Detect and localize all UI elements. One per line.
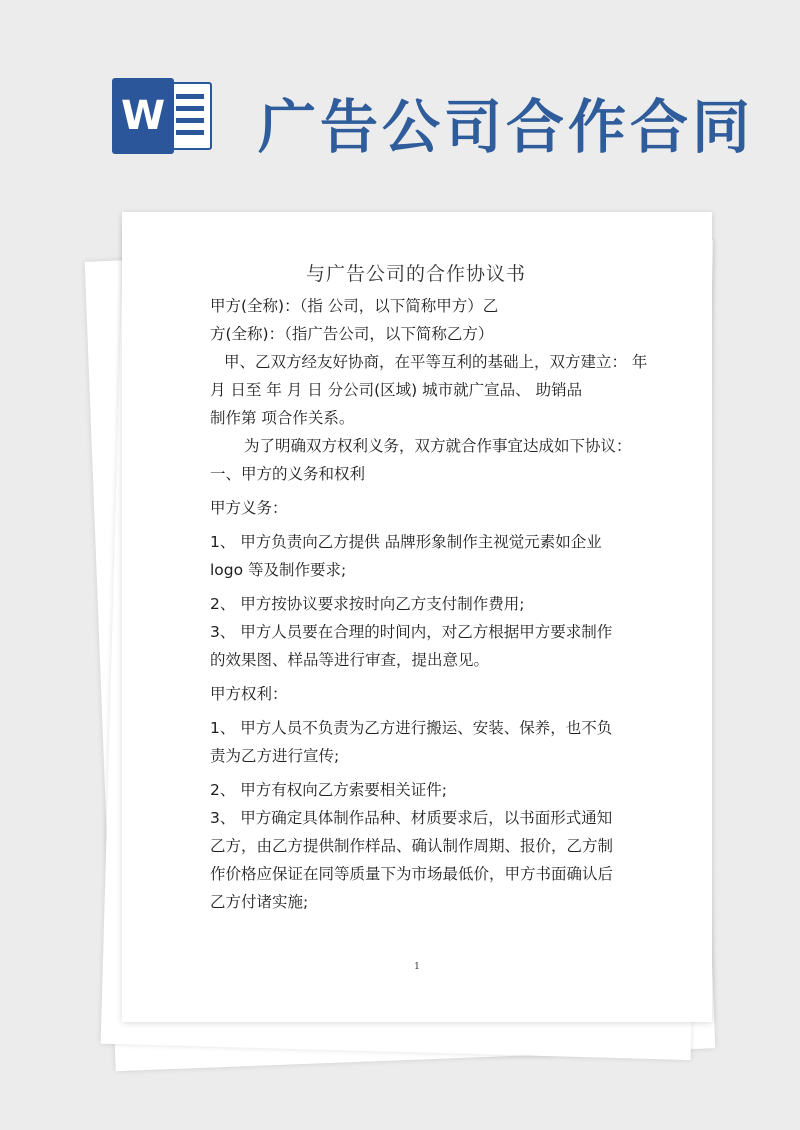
list-item: 3、 甲方确定具体制作品种、材质要求后，以书面形式通知 xyxy=(210,809,613,827)
paragraph-line: 为了明确双方权利义务，双方就合作事宜达成如下协议： xyxy=(244,437,632,455)
subsection-heading: 甲方权利： xyxy=(210,685,288,703)
page-number: 1 xyxy=(414,962,420,972)
document-title: 与广告公司的合作协议书 xyxy=(305,263,526,285)
word-document-icon xyxy=(112,78,214,154)
party-b-line: 方(全称)：（指广告公司，以下简称乙方） xyxy=(210,325,494,343)
list-item-continuation: 责为乙方进行宣传; xyxy=(210,747,340,765)
paragraph-line: 月 日至 年 月 日 分公司(区域) 城市就广宣品、 助销品 xyxy=(210,381,583,399)
section-heading: 一、甲方的义务和权利 xyxy=(210,465,366,483)
paragraph-line: 制作第 项合作关系。 xyxy=(210,409,355,427)
subsection-heading: 甲方义务： xyxy=(210,499,288,517)
list-item: 2、 甲方有权向乙方索要相关证件; xyxy=(210,781,448,799)
list-item-continuation: logo 等及制作要求; xyxy=(210,561,347,579)
list-item-continuation: 乙方，由乙方提供制作样品、确认制作周期、报价，乙方制 xyxy=(210,837,614,855)
banner xyxy=(0,0,800,210)
list-item-continuation: 作价格应保证在同等质量下为市场最低价，甲方书面确认后 xyxy=(210,865,614,883)
document-page xyxy=(122,212,712,1022)
list-item: 1、 甲方负责向乙方提供 品牌形象制作主视觉元素如企业 xyxy=(210,533,602,551)
document-body xyxy=(210,260,648,916)
list-item-continuation: 的效果图、样品等进行审查，提出意见。 xyxy=(210,651,490,669)
list-item: 3、 甲方人员要在合理的时间内，对乙方根据甲方要求制作 xyxy=(210,623,613,641)
list-item-continuation: 乙方付诸实施; xyxy=(210,893,309,911)
banner-title: 广告公司合作合同 xyxy=(258,93,755,161)
word-logo-letter: W xyxy=(112,78,174,154)
list-item: 2、 甲方按协议要求按时向乙方支付制作费用; xyxy=(210,595,525,613)
party-a-line: 甲方(全称)：（指 公司，以下简称甲方）乙 xyxy=(210,297,499,315)
list-item: 1、 甲方人员不负责为乙方进行搬运、安装、保养，也不负 xyxy=(210,719,613,737)
paragraph-line: 甲、乙双方经友好协商，在平等互利的基础上，双方建立： 年 xyxy=(224,353,648,371)
